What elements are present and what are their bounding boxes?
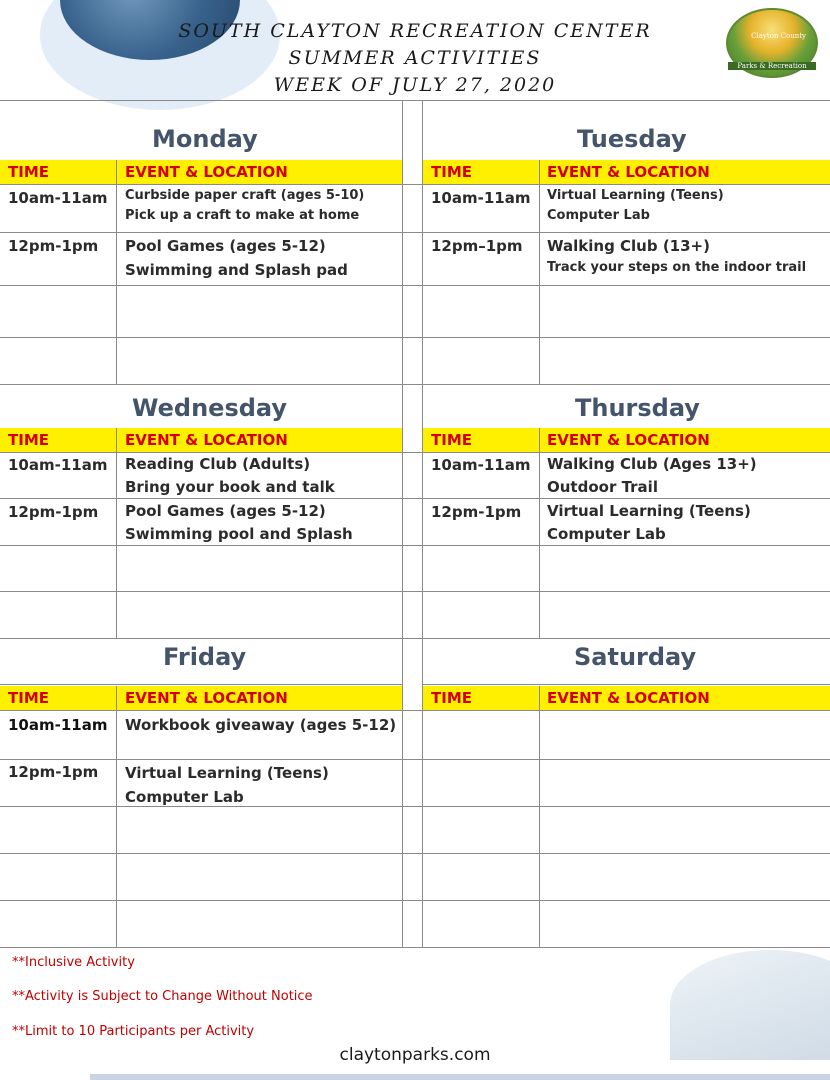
col-time: TIME bbox=[8, 689, 49, 707]
grid-line bbox=[116, 686, 117, 947]
col-time: TIME bbox=[8, 163, 49, 181]
day-thursday: Thursday bbox=[575, 394, 700, 422]
event-title: Curbside paper craft (ages 5-10) bbox=[125, 188, 365, 203]
row-event bbox=[547, 453, 757, 499]
col-time: TIME bbox=[431, 163, 472, 181]
grid-line bbox=[0, 337, 830, 338]
row-event bbox=[547, 500, 751, 546]
page-title bbox=[0, 18, 830, 99]
note-inclusive: **Inclusive Activity bbox=[12, 955, 135, 970]
event-location: Swimming pool and Splash bbox=[125, 525, 353, 543]
col-event: EVENT & LOCATION bbox=[125, 431, 288, 449]
title-line-3: WEEK OF JULY 27, 2020 bbox=[273, 74, 557, 96]
event-title: Virtual Learning (Teens) bbox=[125, 764, 329, 782]
decorative-bottom-bar bbox=[90, 1074, 830, 1080]
grid-divider bbox=[422, 100, 423, 947]
event-location: Computer Lab bbox=[547, 208, 650, 223]
event-location: Bring your book and talk bbox=[125, 478, 335, 496]
col-time: TIME bbox=[431, 689, 472, 707]
row-time: 10am-11am bbox=[431, 189, 531, 207]
logo-org: Parks & Recreation bbox=[728, 62, 816, 70]
col-event: EVENT & LOCATION bbox=[547, 689, 710, 707]
day-monday: Monday bbox=[152, 125, 258, 153]
event-location: Track your steps on the indoor trail bbox=[547, 260, 807, 275]
row-event bbox=[547, 234, 806, 278]
event-location: Outdoor Trail bbox=[547, 478, 658, 496]
event-title: Pool Games (ages 5-12) bbox=[125, 502, 326, 520]
row-time: 12pm–1pm bbox=[431, 237, 523, 255]
row-event bbox=[125, 500, 353, 546]
grid-line bbox=[0, 638, 830, 639]
event-location: Swimming and Splash pad bbox=[125, 261, 348, 279]
day-friday: Friday bbox=[163, 643, 247, 671]
day-saturday: Saturday bbox=[574, 643, 697, 671]
grid-line bbox=[0, 900, 830, 901]
event-location: Pick up a craft to make at home bbox=[125, 208, 360, 223]
event-title: Walking Club (Ages 13+) bbox=[547, 455, 757, 473]
event-title: Virtual Learning (Teens) bbox=[547, 502, 751, 520]
grid-line bbox=[0, 232, 830, 233]
row-time: 12pm-1pm bbox=[431, 503, 522, 521]
grid-line bbox=[0, 285, 830, 286]
event-title: Pool Games (ages 5-12) bbox=[125, 237, 326, 255]
event-location: Computer Lab bbox=[547, 525, 666, 543]
event-location: Computer Lab bbox=[125, 788, 244, 806]
grid-divider bbox=[402, 100, 403, 947]
col-event: EVENT & LOCATION bbox=[125, 163, 288, 181]
grid-line bbox=[0, 184, 830, 185]
logo-county: Clayton County bbox=[751, 32, 806, 40]
grid-line bbox=[539, 428, 540, 638]
grid-line bbox=[0, 100, 830, 101]
row-event bbox=[125, 234, 348, 282]
row-event bbox=[547, 186, 724, 226]
grid-line bbox=[0, 384, 830, 385]
row-time: 10am-11am bbox=[8, 456, 108, 474]
website-link[interactable]: claytonparks.com bbox=[339, 1045, 491, 1065]
row-time: 10am-11am bbox=[8, 716, 108, 734]
row-event bbox=[125, 453, 335, 499]
note-subject-to-change: **Activity is Subject to Change Without Notice bbox=[12, 989, 313, 1004]
event-title: Walking Club (13+) bbox=[547, 237, 710, 255]
row-event bbox=[125, 186, 364, 226]
row-event bbox=[125, 715, 396, 735]
row-time: 12pm-1pm bbox=[8, 503, 99, 521]
event-title: Workbook giveaway (ages 5-12) bbox=[125, 716, 397, 734]
col-time: TIME bbox=[431, 431, 472, 449]
grid-line bbox=[0, 684, 402, 685]
grid-line bbox=[116, 428, 117, 638]
grid-line bbox=[0, 591, 830, 592]
col-event: EVENT & LOCATION bbox=[547, 163, 710, 181]
row-time: 10am-11am bbox=[431, 456, 531, 474]
col-time: TIME bbox=[8, 431, 49, 449]
day-wednesday: Wednesday bbox=[132, 394, 288, 422]
parks-logo bbox=[726, 8, 818, 78]
event-title: Virtual Learning (Teens) bbox=[547, 188, 724, 203]
col-event: EVENT & LOCATION bbox=[547, 431, 710, 449]
row-event bbox=[125, 761, 329, 809]
grid-line bbox=[0, 710, 830, 711]
event-title: Reading Club (Adults) bbox=[125, 455, 311, 473]
grid-line bbox=[539, 160, 540, 384]
row-time: 12pm-1pm bbox=[8, 237, 99, 255]
grid-line bbox=[539, 686, 540, 947]
col-event: EVENT & LOCATION bbox=[125, 689, 288, 707]
grid-line bbox=[0, 947, 830, 948]
title-line-2: SUMMER ACTIVITIES bbox=[288, 47, 542, 69]
grid-line bbox=[0, 853, 830, 854]
note-participant-limit: **Limit to 10 Participants per Activity bbox=[12, 1024, 255, 1039]
grid-line bbox=[116, 160, 117, 384]
title-line-1: SOUTH CLAYTON RECREATION CENTER bbox=[178, 20, 652, 42]
grid-line bbox=[0, 759, 830, 760]
decorative-corner bbox=[670, 950, 830, 1060]
row-time: 12pm-1pm bbox=[8, 763, 99, 781]
day-tuesday: Tuesday bbox=[577, 125, 687, 153]
row-time: 10am-11am bbox=[8, 189, 108, 207]
grid-line bbox=[423, 684, 830, 685]
